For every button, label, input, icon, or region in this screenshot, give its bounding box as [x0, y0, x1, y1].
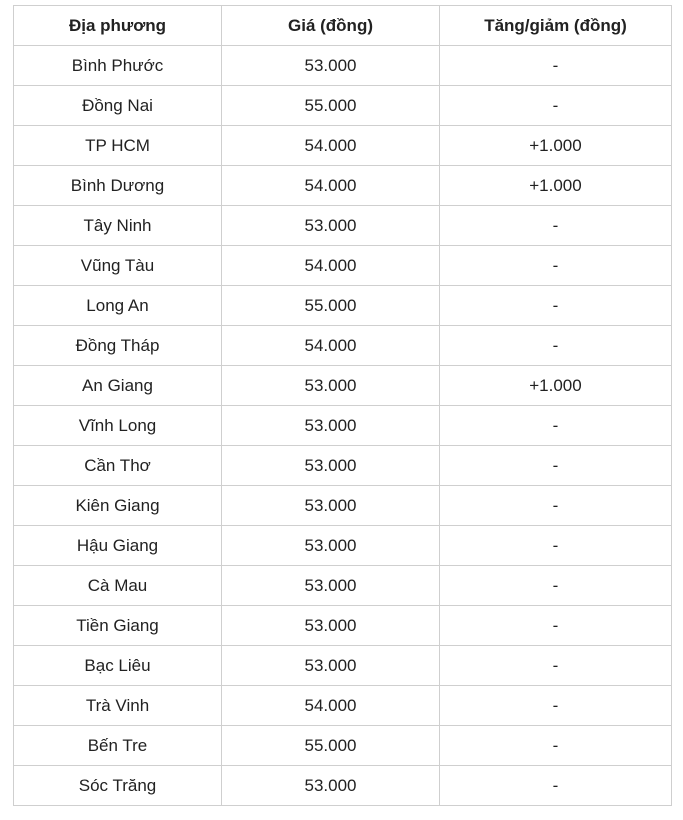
table-header-row	[14, 6, 672, 46]
change-cell: +1.000	[440, 366, 672, 406]
change-cell: -	[440, 406, 672, 446]
location-cell: TP HCM	[14, 126, 222, 166]
price-cell: 54.000	[222, 326, 440, 366]
price-cell: 53.000	[222, 646, 440, 686]
location-cell: Vũng Tàu	[14, 246, 222, 286]
change-cell: -	[440, 566, 672, 606]
location-cell: Bình Phước	[14, 46, 222, 86]
price-cell: 53.000	[222, 366, 440, 406]
price-cell: 53.000	[222, 566, 440, 606]
location-cell: Trà Vinh	[14, 686, 222, 726]
location-cell: Bạc Liêu	[14, 646, 222, 686]
table-row	[14, 366, 672, 406]
table-row	[14, 446, 672, 486]
table-row	[14, 566, 672, 606]
table-row	[14, 206, 672, 246]
change-cell: -	[440, 726, 672, 766]
change-cell: -	[440, 686, 672, 726]
price-cell: 55.000	[222, 726, 440, 766]
table-row	[14, 166, 672, 206]
change-cell: -	[440, 486, 672, 526]
change-cell: -	[440, 246, 672, 286]
table-row	[14, 606, 672, 646]
change-cell: -	[440, 526, 672, 566]
table-row	[14, 286, 672, 326]
price-cell: 55.000	[222, 286, 440, 326]
change-cell: -	[440, 766, 672, 806]
location-cell: Vĩnh Long	[14, 406, 222, 446]
table-body	[14, 46, 672, 806]
location-cell: Cà Mau	[14, 566, 222, 606]
price-cell: 53.000	[222, 606, 440, 646]
table-row	[14, 726, 672, 766]
location-cell: Long An	[14, 286, 222, 326]
header-price: Giá (đồng)	[222, 6, 440, 46]
location-cell: An Giang	[14, 366, 222, 406]
table-row	[14, 246, 672, 286]
location-cell: Bến Tre	[14, 726, 222, 766]
change-cell: -	[440, 86, 672, 126]
table-row	[14, 46, 672, 86]
location-cell: Đồng Nai	[14, 86, 222, 126]
table-row	[14, 646, 672, 686]
price-cell: 53.000	[222, 406, 440, 446]
price-cell: 54.000	[222, 166, 440, 206]
price-cell: 55.000	[222, 86, 440, 126]
price-cell: 54.000	[222, 126, 440, 166]
header-location: Địa phương	[14, 6, 222, 46]
price-cell: 53.000	[222, 46, 440, 86]
table-row	[14, 126, 672, 166]
change-cell: +1.000	[440, 126, 672, 166]
price-table	[13, 5, 672, 806]
price-cell: 53.000	[222, 766, 440, 806]
location-cell: Bình Dương	[14, 166, 222, 206]
table-row	[14, 406, 672, 446]
price-cell: 53.000	[222, 446, 440, 486]
change-cell: -	[440, 286, 672, 326]
change-cell: -	[440, 606, 672, 646]
price-cell: 54.000	[222, 246, 440, 286]
table-row	[14, 766, 672, 806]
change-cell: -	[440, 446, 672, 486]
price-cell: 53.000	[222, 206, 440, 246]
location-cell: Sóc Trăng	[14, 766, 222, 806]
change-cell: -	[440, 206, 672, 246]
table-row	[14, 686, 672, 726]
price-cell: 53.000	[222, 526, 440, 566]
location-cell: Cần Thơ	[14, 446, 222, 486]
change-cell: -	[440, 46, 672, 86]
table-row	[14, 486, 672, 526]
location-cell: Tây Ninh	[14, 206, 222, 246]
location-cell: Hậu Giang	[14, 526, 222, 566]
change-cell: +1.000	[440, 166, 672, 206]
location-cell: Tiền Giang	[14, 606, 222, 646]
price-cell: 53.000	[222, 486, 440, 526]
change-cell: -	[440, 326, 672, 366]
location-cell: Đồng Tháp	[14, 326, 222, 366]
location-cell: Kiên Giang	[14, 486, 222, 526]
table-row	[14, 326, 672, 366]
table-row	[14, 526, 672, 566]
price-cell: 54.000	[222, 686, 440, 726]
table-row	[14, 86, 672, 126]
change-cell: -	[440, 646, 672, 686]
header-change: Tăng/giảm (đồng)	[440, 6, 672, 46]
